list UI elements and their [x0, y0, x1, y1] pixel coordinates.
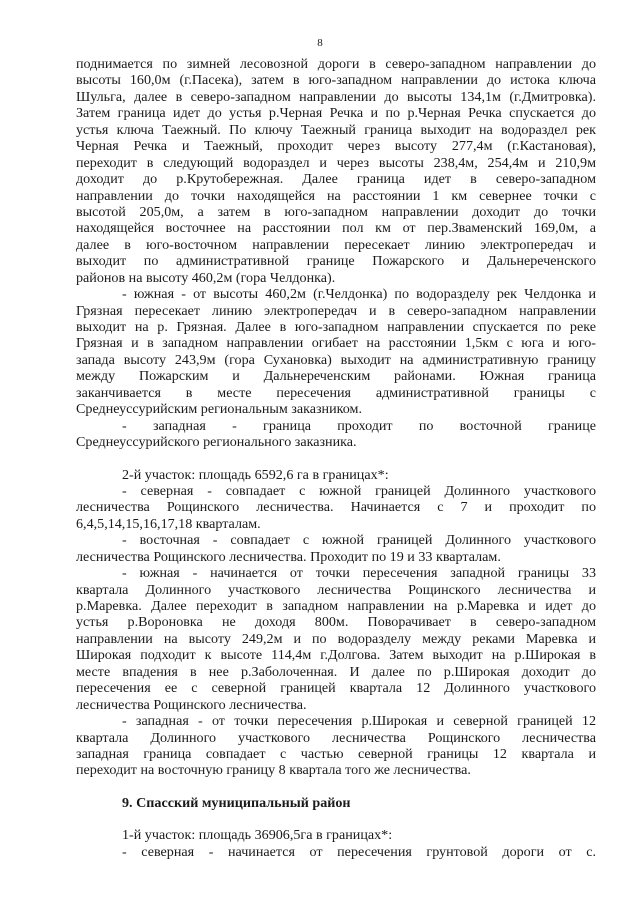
text-line: Широкая подходит к высоте 114,4м г.Долгова. Затем выходит на р.Широкая в [76, 647, 596, 664]
text-line: - западная - от точки пересечения р.Широкая и северной границей 12 [122, 713, 596, 730]
text-line: запада высоту 243,9м (гора Сухановка) выходит на административную границу [76, 351, 596, 368]
text-line: устья р.Вороновка не доходя 800м. Поворачивает в северо-западном [76, 614, 596, 631]
text-line: направлении на высоту 249,2м и по водоразделу между реками Маревка и [76, 630, 596, 647]
text-line: квартала Долинного участкового лесничества Рощинского лесничества и [76, 581, 596, 598]
text-line: переходит на восточную границу 8 квартала того же лесничества. [76, 762, 471, 779]
text-line: высоты 160,0м (г.Пасека), затем в юго-западном направлении до истока ключа [76, 72, 596, 89]
document-body [76, 56, 596, 860]
text-line: пересечения ее с северной границей квартала 12 Долинного участкового [76, 680, 596, 697]
text-line: Среднеуссурийского регионального заказника. [76, 434, 357, 451]
page-number: 8 [317, 37, 323, 49]
text-line: лесничества Рощинского лесничества. [76, 696, 307, 713]
text-line: - западная - граница проходит по восточной границе [122, 417, 596, 434]
section-heading: 9. Спасский муниципальный район [122, 794, 351, 811]
text-line: высотой 205,0м, а затем в юго-западном направлении доходит до точки [76, 203, 596, 220]
text-line: месте впадения в нее р.Заболоченная. И далее по р.Широкая доходит до [76, 663, 596, 680]
text-line: между Пожарским и Дальнереченским районами. Южная граница [76, 368, 596, 385]
text-line: - северная - начинается от пересечения грунтовой дороги от с. [122, 843, 596, 860]
text-line: 1-й участок: площадь 36906,5га в границах*: [122, 827, 393, 844]
text-line: Шульга, далее в северо-западном направлении до высоты 134,1м (г.Дмитровка). [76, 88, 596, 105]
text-line: переходит в следующий водораздел и через высоты 238,4м, 254,4м и 210,9м [76, 154, 596, 171]
text-line: лесничества Рощинского лесничества. Проходит по 19 и 33 кварталам. [76, 548, 501, 565]
text-line: выходит на р. Грязная. Далее в юго-западном направлении спускается по реке [76, 319, 596, 335]
text-line: - северная - совпадает с южной границей Долинного участкового [122, 482, 596, 499]
paragraph-spacer [76, 451, 596, 467]
text-line: - южная - начинается от точки пересечения западной границы 33 [122, 565, 596, 582]
paragraph-spacer [76, 779, 596, 795]
text-line: Среднеуссурийским региональным заказником. [76, 401, 362, 418]
text-line: направлении до точки находящейся на расстоянии 1 км севернее точки с [76, 187, 596, 204]
text-line: находящейся восточнее на расстоянии пол км от пер.Зваменский 169,0м, а [76, 220, 596, 237]
text-line: 2-й участок: площадь 6592,6 га в границах*: [122, 466, 389, 483]
text-line: лесничества Рощинского лесничества. Начинается с 7 и проходит по [76, 499, 596, 516]
text-line: западная граница совпадает с частью северной границы 12 квартала и [76, 745, 596, 762]
text-line: 6,4,5,14,15,16,17,18 кварталам. [76, 515, 261, 532]
text-line: - южная - от высоты 460,2м (г.Челдонка) по водоразделу рек Челдонка и [122, 286, 596, 303]
text-line: устья ключа Таежный. По ключу Таежный граница выходит на водораздел рек [76, 121, 596, 138]
text-line: выходит по административной границе Пожарского и Дальнереченского [76, 253, 596, 270]
text-line: р.Маревка. Далее переходит в западном направлении на р.Маревка и идет до [76, 598, 596, 614]
text-line: квартала Долинного участкового лесничества Рощинского лесничества [76, 729, 596, 746]
paragraph-spacer [76, 811, 596, 827]
text-line: Грязная пересекает линию электропередач и в северо-западном направлении [76, 302, 596, 319]
text-line: поднимается по зимней лесовозной дороги в северо-западном направлении до [76, 56, 596, 72]
text-line: - восточная - совпадает с южной границей Долинного участкового [122, 532, 596, 549]
text-line: доходит до р.Крутобережная. Далее граница идет в северо-западном [76, 171, 596, 188]
text-line: районов на высоту 460,2м (гора Челдонка). [76, 269, 336, 286]
text-line: заканчивается в месте пересечения административной границы с [76, 384, 596, 401]
text-line: Затем граница идет до устья р.Черная Речка и по р.Черная Речка спускается до [76, 105, 596, 122]
text-line: Черная Речка и Таежный, проходит через высоту 277,4м (г.Кастановая), [76, 138, 596, 155]
text-line: Грязная и в западном направлении огибает на расстоянии 1,5км с юга и юго- [76, 335, 596, 352]
text-line: далее в юго-восточном направлении пересекает линию электропередач и [76, 236, 596, 253]
